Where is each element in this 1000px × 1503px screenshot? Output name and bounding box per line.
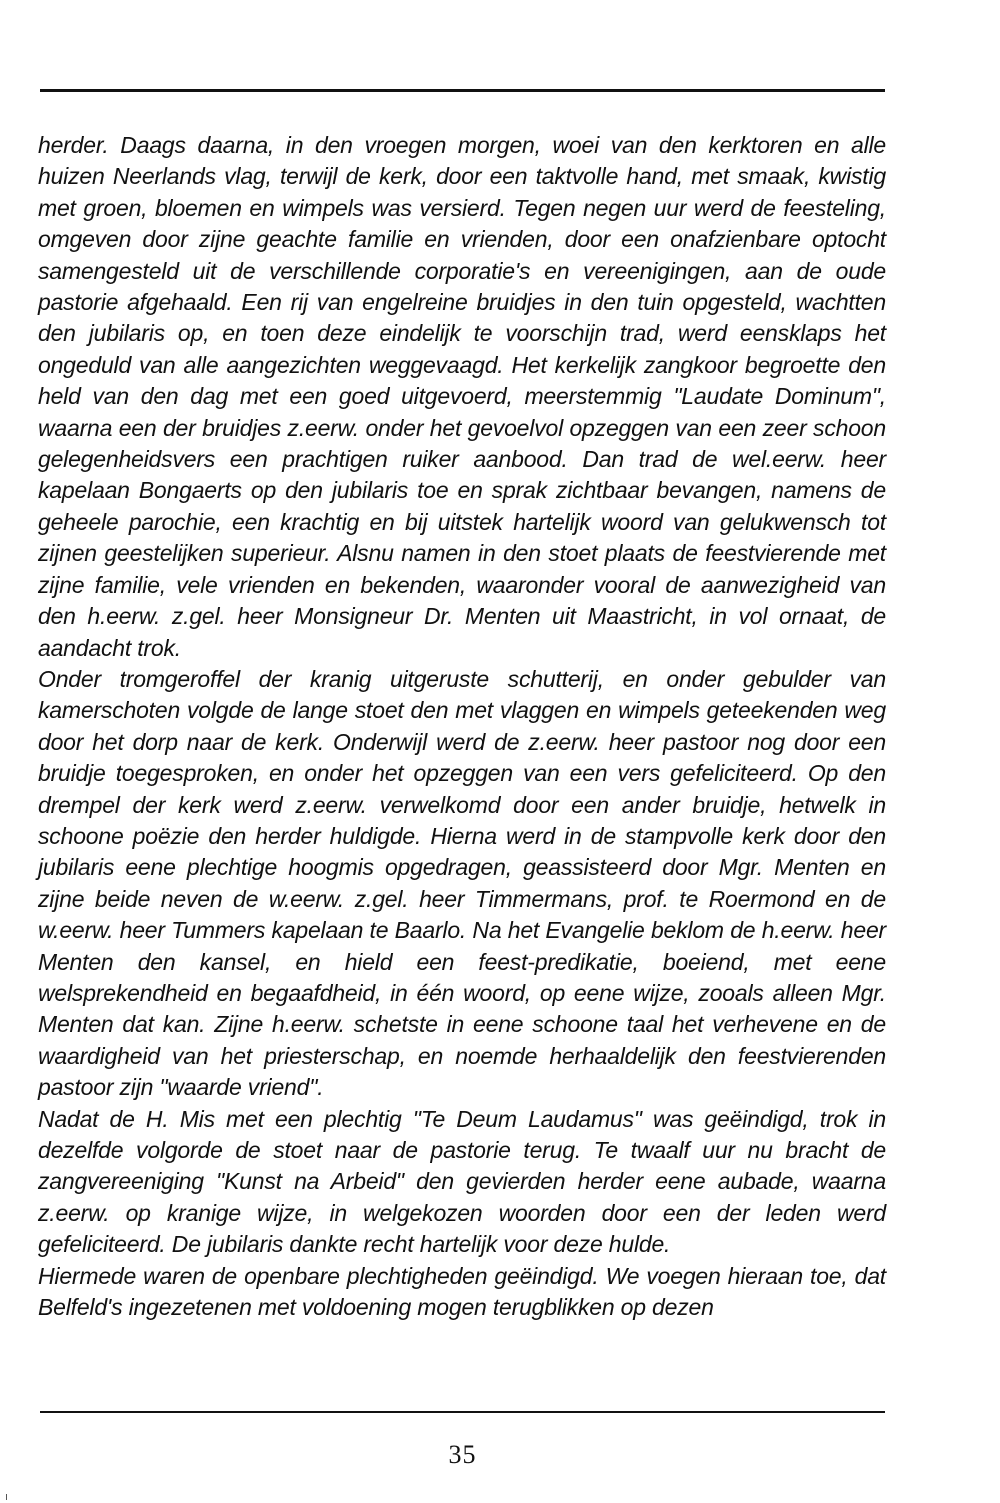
- paragraph-1: herder. Daags daarna, in den vroegen morgen, woei van den kerktoren en alle huizen Neerlands vlag, terwijl de kerk, door een taktvolle hand, met smaak, kwistig met groen, bloemen en wimpels was versierd. Tegen negen uur werd de feesteling, omgeven door zijne geachte familie en vrienden, door een onafzienbare optocht samengesteld uit de verschillende corporatie's en vereenigingen, aan de oude pastorie afgehaald. Een rij van engelreine bruidjes in den tuin opgesteld, wachtten den jubilaris op, en toen deze eindelijk te voorschijn trad, werd eensklaps het ongeduld van alle aangezichten weggevaagd. Het kerkelijk zangkoor begroette den held van den dag met een goed uitgevoerd, meerstemmig "Laudate Dominum", waarna een der bruidjes z.eerw. onder het gevoelvol opzeggen van een zeer schoon gelegenheidsvers een prachtigen ruiker aanbood. Dan trad de wel.eerw. heer kapelaan Bongaerts op den jubilaris toe en sprak zichtbaar bevangen, namens de geheele parochie, een krachtig en bij uitstek hartelijk woord van gelukwensch tot zijnen geestelijken superieur. Alsnu namen in den stoet plaats de feestvierende met zijne familie, vele vrienden en bekenden, waaronder vooral de aanwezigheid van den h.eerw. z.gel. heer Monsigneur Dr. Menten uit Maastricht, in vol ornaat, de aandacht trok.: [38, 132, 886, 661]
- scan-margin-mark: [6, 1494, 7, 1500]
- page-number: 35: [448, 1440, 477, 1469]
- header-rule: [40, 89, 885, 92]
- footer-rule: [40, 1411, 885, 1413]
- paragraph-4: Hiermede waren de openbare plechtigheden geëindigd. We voegen hieraan toe, dat Belfeld's ingezetenen met voldoening mogen terugblikken op dezen: [38, 1262, 886, 1321]
- page-body: [38, 130, 886, 1323]
- paragraph-2: Onder tromgeroffel der kranig uitgeruste schutterij, en onder gebulder van kamerschoten volgde de lange stoet den met vlaggen en wimpels geteekenden weg door het dorp naar de kerk. Onderwijl werd de z.eerw. heer pastoor nog door een bruidje toegesproken, en onder het opzeggen van een vers gefeliciteerd. Op den drempel der kerk werd z.eerw. verwelkomd door een ander bruidje, hetwelk in schoone poëzie den herder huldigde. Hierna werd in de stampvolle kerk door den jubilaris eene plechtige hoogmis opgedragen, geassisteerd door Mgr. Menten en zijne beide neven de w.eerw. z.gel. heer Timmermans, prof. te Roermond en de w.eerw. heer Tummers kapelaan te Baarlo. Na het Evangelie beklom de h.eerw. heer Menten den kansel, en hield een feest-predikatie, boeiend, met eene welsprekendheid en begaafdheid, in één woord, op eene wijze, zooals alleen Mgr. Menten dat kan. Zijne h.eerw. schetste in eene schoone taal het verhevene en de waardigheid van het priesterschap, en noemde herhaaldelijk den feestvierenden pastoor zijn "waarde vriend".: [38, 665, 886, 1101]
- paragraph-3: Nadat de H. Mis met een plechtig "Te Deum Laudamus" was geëindigd, trok in dezelfde volgorde de stoet naar de pastorie terug. Te twaalf uur nu bracht de zangvereeniging "Kunst na Arbeid" den gevierden herder eene aubade, waarna z.eerw. op kranige wijze, in welgekozen woorden door een der leden werd gefeliciteerd. De jubilaris dankte recht hartelijk voor deze hulde.: [38, 1105, 886, 1258]
